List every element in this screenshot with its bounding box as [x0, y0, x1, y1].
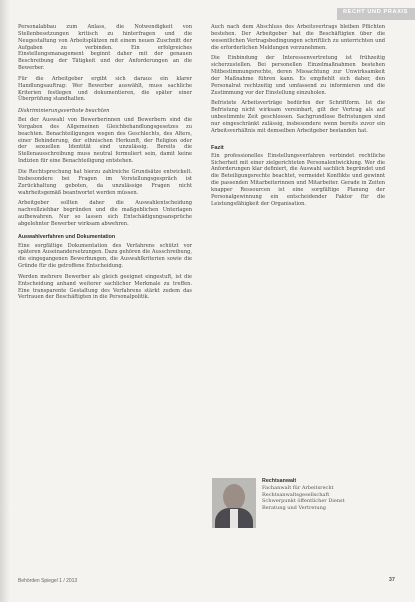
section-label: RECHT UND PRAXIS: [343, 9, 408, 15]
author-line: Beratung und Vertretung: [262, 504, 326, 511]
right-column: [211, 24, 385, 211]
paragraph: Die Einbindung der Interessenvertretung ist frühzeitig sicherzustellen. Bei personellen Einzelmaßnahmen bestehen Mitbestimmungsrechte, deren Missachtung zur Unwirksamkeit der Maßnahme führen kann. Es empfiehlt sich daher, den Personalrat rechtzeitig und umfassend zu informieren und die Zustimmung vor der Einstellung einzuholen.: [211, 55, 385, 96]
fazit-heading: Fazit: [211, 144, 224, 151]
author-photo: [212, 478, 256, 528]
author-line: Schwerpunkt öffentlicher Dienst: [262, 498, 345, 505]
author-text: [262, 478, 390, 511]
paragraph: Auch nach dem Abschluss des Arbeitsvertrags bleiben Pflichten bestehen. Der Arbeitgeber hat die Beschäftigten über die wesentlichen Vertragsbedingungen schriftlich zu unterrichten und die erforderlichen Meldungen vorzunehmen.: [211, 24, 385, 51]
section-heading: Diskriminierungsverbote beachten: [18, 108, 110, 115]
paragraph: Bei der Auswahl von Bewerberinnen und Bewerbern sind die Vorgaben des Allgemeinen Gleichbehandlungsgesetzes zu beachten. Benachteiligungen wegen des Geschlechts, des Alters, einer Behinderung, der ethnischen Herkunft, der Religion oder der sexuellen Identität sind unzulässig. Bereits die Stellenausschreibung muss neutral formuliert sein, damit keine Indizien für eine Benachteiligung entstehen.: [18, 117, 192, 165]
section-heading: Auswahlverfahren und Dokumentation: [18, 233, 116, 240]
page-number: 37: [388, 577, 395, 583]
paragraph: Ein professionelles Einstellungsverfahren verbindet rechtliche Sicherheit mit einer zielgerichteten Personalentwicklung. Wer die Anforderungen klar definiert, die Auswahl sachlich begründet und die Beteiligungsrechte beachtet, vermeidet Konflikte und gewinnt die passenden Mitarbeiterinnen und Mitarbeiter. Gerade in Zeiten knapper Ressourcen ist eine sorgfältige Planung der Personalgewinnung ein entscheidender Faktor für die Leistungsfähigkeit der Organisation.: [211, 152, 385, 207]
author-line: Fachanwalt für Arbeitsrecht: [262, 485, 334, 491]
paragraph: Befristete Arbeitsverträge bedürfen der Schriftform. Ist die Befristung nicht wirksam vereinbart, gilt der Vertrag als auf unbestimmte Zeit geschlossen. Sachgrundlose Befristungen sind nur eingeschränkt zulässig, insbesondere wenn bereits zuvor ein Arbeitsverhältnis mit demselben Arbeitgeber bestanden hat.: [211, 100, 385, 134]
paragraph: Für die Arbeitgeber ergibt sich daraus ein klarer Handlungsauftrag: Wer Bewerber auswählt, muss sachliche Kriterien festlegen und dokumentieren, die später einer Überprüfung standhalten.: [18, 75, 192, 103]
paragraph: Werden mehrere Bewerber als gleich geeignet eingestuft, ist die Entscheidung anhand weiterer sachlicher Merkmale zu treffen. Eine transparente Gestaltung des Verfahrens stärkt zudem das Vertrauen der Beschäftigten in die Personalpolitik.: [18, 273, 192, 301]
paragraph: Personalabbau zum Anlass, die Notwendigkeit von Stellenbesetzungen kritisch zu hinterfragen und die Neugestaltung von Arbeitsplätzen mit einem neuen Zuschnitt der Aufgaben zu verbinden. Ein erfolgreiches Einstellungsmanagement beginnt daher mit der genauen Beschreibung der Tätigkeit und der Anforderungen an die Bewerber.: [18, 24, 192, 72]
author-shirt-shape: [230, 509, 238, 528]
left-column: [18, 24, 192, 305]
section-tab: [337, 8, 415, 20]
footer-publication: Behörden Spiegel 1 / 2013: [18, 578, 78, 584]
paragraph: Arbeitgeber sollten daher die Auswahlentscheidung nachvollziehbar begründen und die maßgeblichen Unterlagen aufbewahren. Nur so lassen sich Entschädigungsansprüche abgelehnter Bewerber wirksam abwehren.: [18, 200, 192, 227]
author-box: [212, 476, 392, 532]
author-line: Rechtsanwaltsgesellschaft: [262, 491, 330, 498]
page-gutter-shadow: [0, 0, 10, 602]
author-name: Rechtsanwalt: [262, 478, 297, 484]
paragraph: Die Rechtsprechung hat hierzu zahlreiche Grundsätze entwickelt. Insbesondere bei Fragen im Vorstellungsgespräch ist Zurückhaltung geboten, da unzulässige Fragen nicht wahrheitsgemäß beantwortet werden müssen.: [18, 168, 192, 196]
author-head-shape: [223, 484, 245, 510]
paragraph: Eine sorgfältige Dokumentation des Verfahrens schützt vor späteren Auseinandersetzungen. Dazu gehören die Ausschreibung, die eingegangenen Bewerbungen, die Auswahlkriterien sowie die Gründe für die getroffene Entscheidung.: [18, 242, 192, 270]
